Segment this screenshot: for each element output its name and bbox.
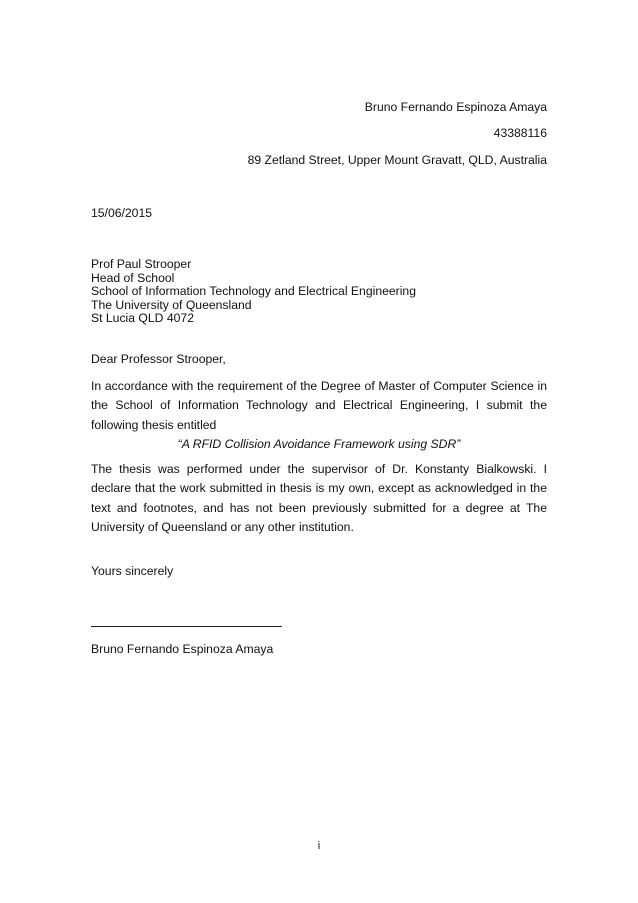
recipient-line: Prof Paul Strooper (91, 257, 192, 271)
salutation: Dear Professor Strooper, (91, 352, 226, 366)
recipient-line: Head of School (91, 270, 175, 285)
signature-line (91, 626, 282, 627)
recipient-address (91, 258, 547, 326)
thesis-title: “A RFID Collision Avoidance Framework using SDR” (177, 437, 461, 451)
sender-name: Bruno Fernando Espinoza Amaya (364, 100, 547, 114)
recipient-line: St Lucia QLD 4072 (91, 311, 194, 326)
student-id: 43388116 (493, 126, 547, 140)
recipient-line: School of Information Technology and Electrical Engineering (91, 284, 416, 299)
sender-address: 89 Zetland Street, Upper Mount Gravatt, QLD, Australia (247, 153, 547, 167)
body-paragraph-2: The thesis was performed under the supervisor of Dr. Konstanty Bialkowski. I declare that the work submitted in thesis is my own, except as acknowledged in the text and footnotes, and has not been previously submitted for a degree at The University of Queensland or any other institution. (91, 462, 547, 535)
closing: Yours sincerely (91, 564, 174, 578)
body-paragraph-1: In accordance with the requirement of the Degree of Master of Computer Science in the School of Information Technology and Electrical Engineering, I submit the following thesis entitled (91, 379, 547, 432)
letter-date: 15/06/2015 (91, 206, 152, 220)
recipient-line: The University of Queensland (91, 297, 252, 312)
page-number: i (317, 840, 321, 852)
signature-name: Bruno Fernando Espinoza Amaya (91, 642, 274, 656)
